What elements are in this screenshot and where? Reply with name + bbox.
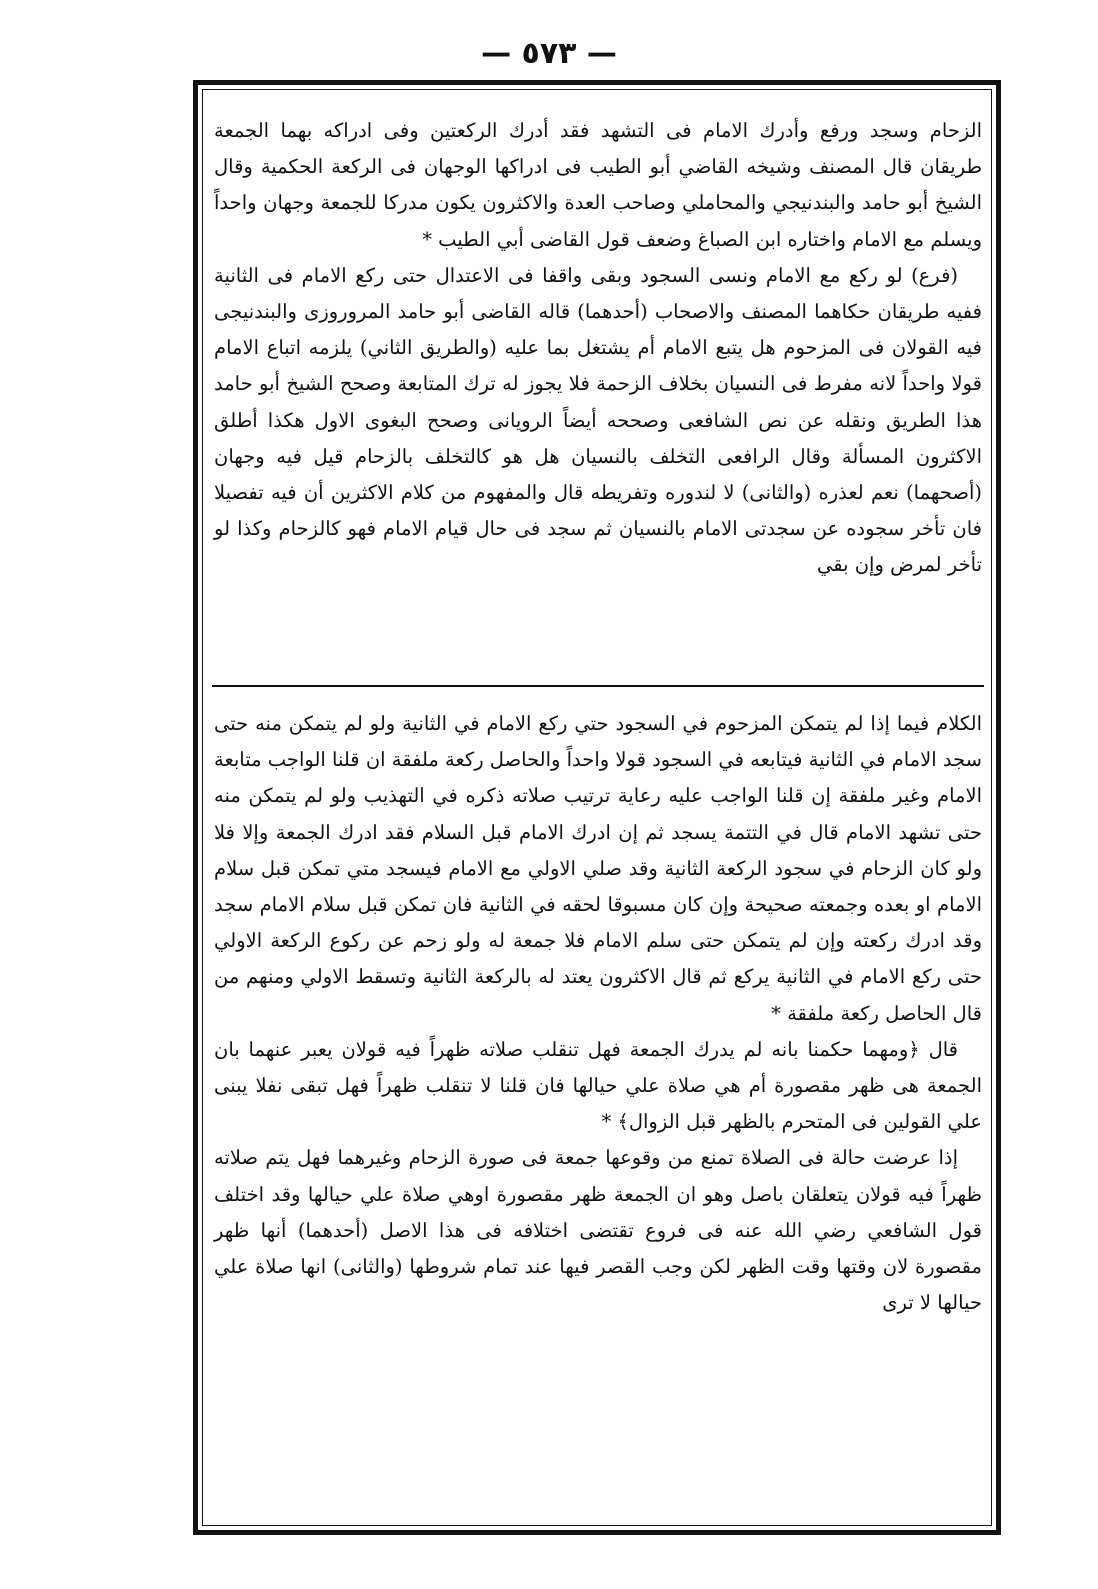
commentary-text-block	[214, 706, 982, 1321]
section-divider	[212, 683, 984, 689]
divider-segment	[614, 685, 720, 687]
divider-segment	[720, 685, 985, 687]
paragraph: الكلام فيما إذا لم يتمكن المزحوم في السجود حتي ركع الامام في الثانية ولو لم يتمكن منه حتى سجد الامام في الثانية فيتابعه في السجود قولا واحداً والحاصل ركعة ملفقة ان قلنا الواجب متابعة الامام وغير ملفقة إن قلنا الواجب عليه رعاية ترتيب صلاته ذكره في التهذيب ولو لم يتمكن منه حتى تشهد الامام قال في التتمة يسجد ثم إن ادرك الامام قبل السلام فقد ادرك الجمعة وإلا فلا ولو كان الزحام في سجود الركعة الثانية وقد صلي الاولي مع الامام فيسجد متي تمكن قبل سلام الامام او بعده وجمعته صحيحة وإن كان مسبوقا لحقه في الثانية فان تمكن قبل سلام الامام سجد وقد ادرك ركعته وإن لم يتمكن حتى سلم الامام فلا جمعة له ولو زحم عن ركوع الركعة الاولي حتى ركع الامام في الثانية يركع ثم قال الاكثرون يعتد له بالركعة الثانية وتسقط الاولي ومنهم من قال الحاصل ركعة ملفقة *	[214, 712, 982, 1025]
paragraph: قال ﴿ومهما حكمنا بانه لم يدرك الجمعة فهل تنقلب صلاته ظهراً فيه قولان يعبر عنهما بان الجمعة هى ظهر مقصورة أم هي صلاة علي حيالها فان قلنا لا تنقلب ظهراً فهل تبقى نفلا يبنى علي القولين فى المتحرم بالظهر قبل الزوال﴾ *	[214, 1037, 982, 1134]
divider-segment	[557, 685, 614, 687]
divider-segment	[212, 685, 557, 687]
paragraph: الزحام وسجد ورفع وأدرك الامام فى التشهد فقد أدرك الركعتين وفى ادراكه بهما الجمعة طريقان قال المصنف وشيخه القاضي أبو الطيب فى ادراكها الوجهان فى الركعة الحكمية وقال الشيخ أبو حامد والبندنيجي والمحاملي وصاحب العدة والاكثرون يكون مدركا للجمعة وجهان واحداً ويسلم مع الامام واختاره ابن الصباغ وضعف قول القاضى أبي الطيب *	[214, 119, 982, 251]
paragraph: إذا عرضت حالة فى الصلاة تمنع من وقوعها جمعة فى صورة الزحام وغيرهما فهل يتم صلاته ظهراً فيه قولان يتعلقان باصل وهو ان الجمعة ظهر مقصورة اوهي صلاة علي حيالها وقد اختلف قول الشافعي رضي الله عنه فى فروع تقتضى اختلافه فى هذا الاصل (أحدهما) أنها ظهر مقصورة لان وقتها وقت الظهر لكن وجب القصر فيها عند تمام شروطها (والثانى) انها صلاة علي حيالها لا ترى	[214, 1146, 982, 1315]
main-text-block	[214, 113, 982, 584]
page-number: — ٥٧٣ —	[481, 36, 617, 71]
paragraph: (فرع) لو ركع مع الامام ونسى السجود وبقى واقفا فى الاعتدال حتى ركع الامام فى الثانية ففيه طريقان حكاهما المصنف والاصحاب (أحدهما) قاله القاضى أبو حامد المروروزى والبندنيجى فيه القولان فى المزحوم هل يتبع الامام أم يشتغل بما عليه (والطريق الثاني) يلزمه اتباع الامام قولا واحداً لانه مفرط فى النسيان بخلاف الزحمة فلا يجوز له ترك المتابعة وصحح الشيخ أبو حامد هذا الطريق ونقله عن نص الشافعى وصححه أيضاً الرويانى وصحح البغوى الاول هكذا أطلق الاكثرون المسألة وقال الرافعى التخلف بالنسيان هل هو كالتخلف بالزحام قيل فيه وجهان (أصحهما) نعم لعذره (والثانى) لا لندوره وتفريطه قال والمفهوم من كلام الاكثرين أن فيه تفصيلا فان تأخر سجوده عن سجدتى الامام بالنسيان ثم سجد فى حال قيام الامام فهو كالزحام وكذا لو تأخر لمرض وإن بقي	[214, 263, 982, 577]
